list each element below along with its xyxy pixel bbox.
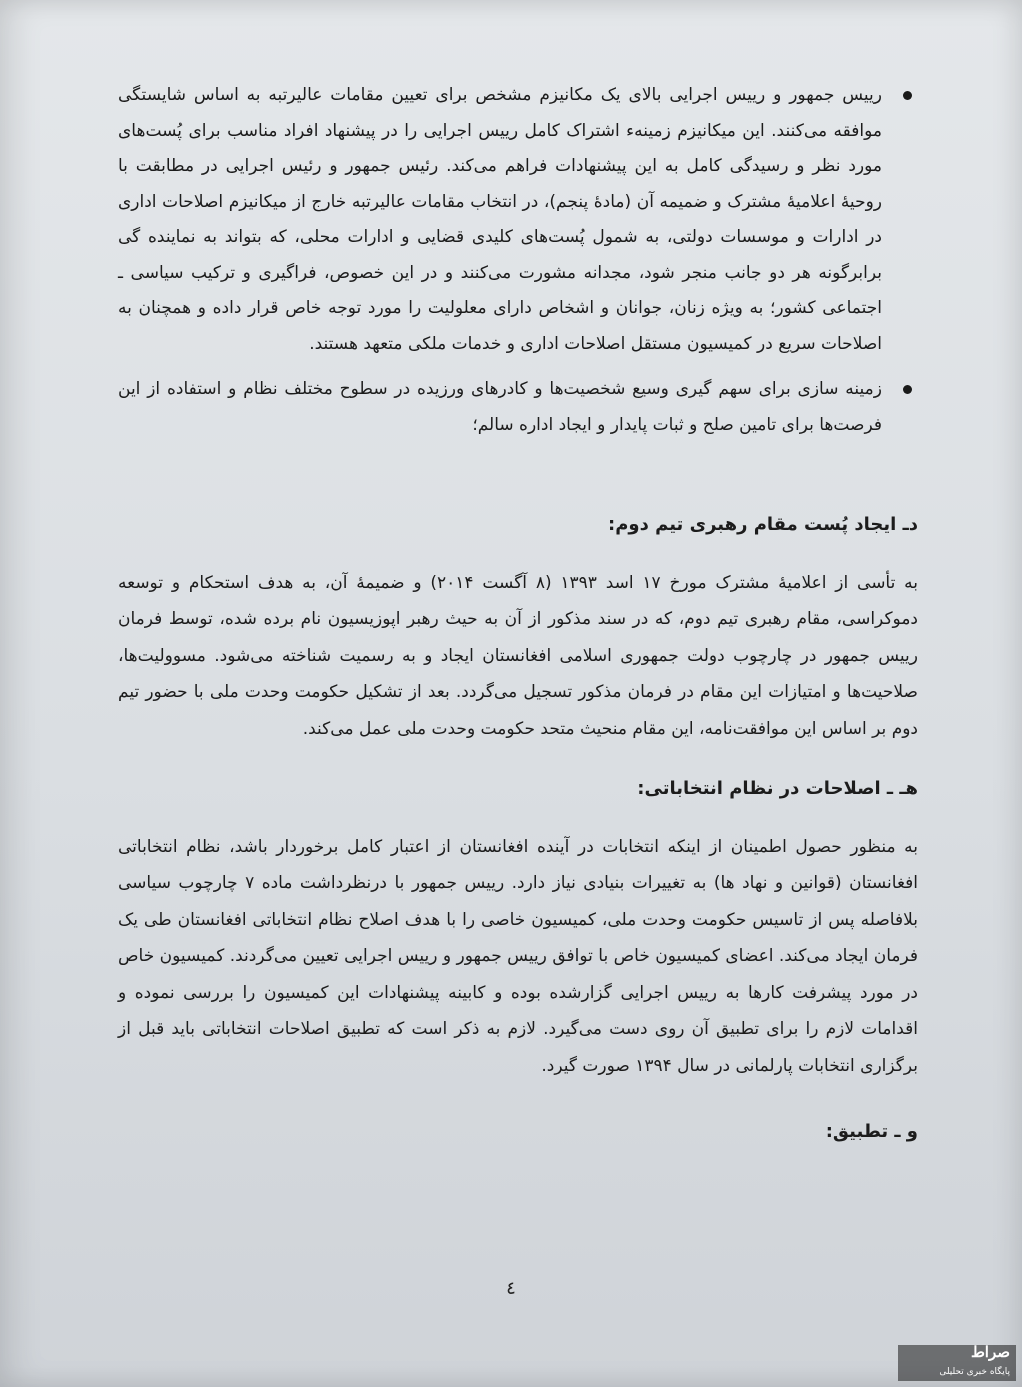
bullet-text: رییس جمهور و رییس اجرایی بالای یک مکانیزم مشخص برای تعیین مقامات عالیرتبه به اساس شایستگی موافقه می‌کنند. این میکانیزم زمینهء اشتراک کامل رییس اجرایی را در پیشنهاد افراد مناسب برای پُست‌های مورد نظر و رسیدگی کامل به این پیشنهادات فراهم می‌کند. رئیس جمهور و رئیس اجرایی در مطابقت با روحیهٔ اعلامیهٔ مشترک و ضمیمه آن (مادهٔ پنجم)، در انتخاب مقامات عالیرتبه خارج از میکانیزم اصلاحات اداری در ادارات و موسسات دولتی، به شمول پُست‌های کلیدی قضایی و ادارات محلی، که بتواند به نماینده گی برابرگونه هر دو جانب منجر شود، مجدانه مشورت می‌کنند و در این خصوص، فراگیری و ترکیب سیاسی ـ اجتماعی کشور؛ به ویژه زنان، جوانان و اشخاص دارای معلولیت را مورد توجه خاص قرار داده و همچنان به اصلاحات سریع در کمیسیون مستقل اصلاحات اداری و خدمات ملکی متعهد هستند. (118, 85, 882, 354)
bullet-list (118, 78, 918, 443)
section-paragraph-d: به تأسی از اعلامیهٔ مشترک مورخ ۱۷ اسد ۱۳۹۳ (۸ آگست ۲۰۱۴) و ضمیمهٔ آن، به هدف استحکام و توسعه دموکراسی، مقام رهبری تیم دوم، که در سند مذکور از آن به حیث رهبر اپوزیسیون نام برده شده، توسط فرمان رییس جمهور در چارچوب دولت جمهوری اسلامی افغانستان ایجاد و به رسمیت شناخته می‌شود. مسوولیت‌ها، صلاحیت‌ها و امتیازات این مقام در فرمان مذکور تسجیل می‌گردد. بعد از تشکیل حکومت وحدت ملی با حضور تیم دوم بر اساس این موافقت‌نامه، این مقام منحیث متحد حکومت وحدت ملی عمل می‌کند. (118, 572, 918, 739)
bullet-dot-icon (903, 385, 912, 394)
bullet-item (118, 78, 918, 362)
section-heading-v: و ـ تطبیق: (825, 1121, 918, 1142)
watermark-caption: پایگاه خبری تحلیلی (939, 1367, 1010, 1377)
page-number: ٤ (506, 1278, 516, 1299)
section-heading-d: دـ ایجاد پُست مقام رهبری تیم دوم: (608, 514, 918, 535)
watermark (898, 1345, 1016, 1381)
bullet-item (118, 372, 918, 443)
section-heading-h: هـ ـ اصلاحات در نظام انتخاباتی: (637, 778, 918, 799)
section-paragraph-h: به منظور حصول اطمینان از اینکه انتخابات در آینده افغانستان از اعتبار کامل برخوردار باشد، نظام انتخاباتی افغانستان (قوانین و نهاد ها) به تغییرات بنیادی نیاز دارد. رییس جمهور با درنظرداشت ماده ۷ چارچوب سیاسی بلافاصله پس از تاسیس حکومت وحدت ملی، کمیسیون خاصی را با هدف اصلاح نظام انتخاباتی افغانستان طی یک فرمان ایجاد می‌کند. اعضای کمیسیون خاص با توافق رییس جمهور و رییس اجرایی تعیین می‌گردند. کمیسیون خاص در مورد پیشرفت کارها به رییس اجرایی گزارشده بوده و کابینه پیشنهادات این کمیسیون را بررسی نموده و اقدامات لازم را برای تطبیق آن روی دست می‌گیرد. لازم به ذکر است که تطبیق اصلاحات انتخاباتی باید قبل از برگزاری انتخابات پارلمانی در سال ۱۳۹۴ صورت گیرد. (118, 836, 919, 1076)
page-body (118, 78, 918, 1150)
watermark-logo: صراط (970, 1343, 1010, 1361)
bullet-text: زمینه سازی برای سهم گیری وسیع شخصیت‌ها و کادرهای ورزیده در سطوح مختلف نظام و استفاده از این فرصت‌ها برای تامین صلح و ثبات پایدار و ایجاد اداره سالم؛ (118, 379, 882, 435)
bullet-dot-icon (903, 91, 912, 100)
